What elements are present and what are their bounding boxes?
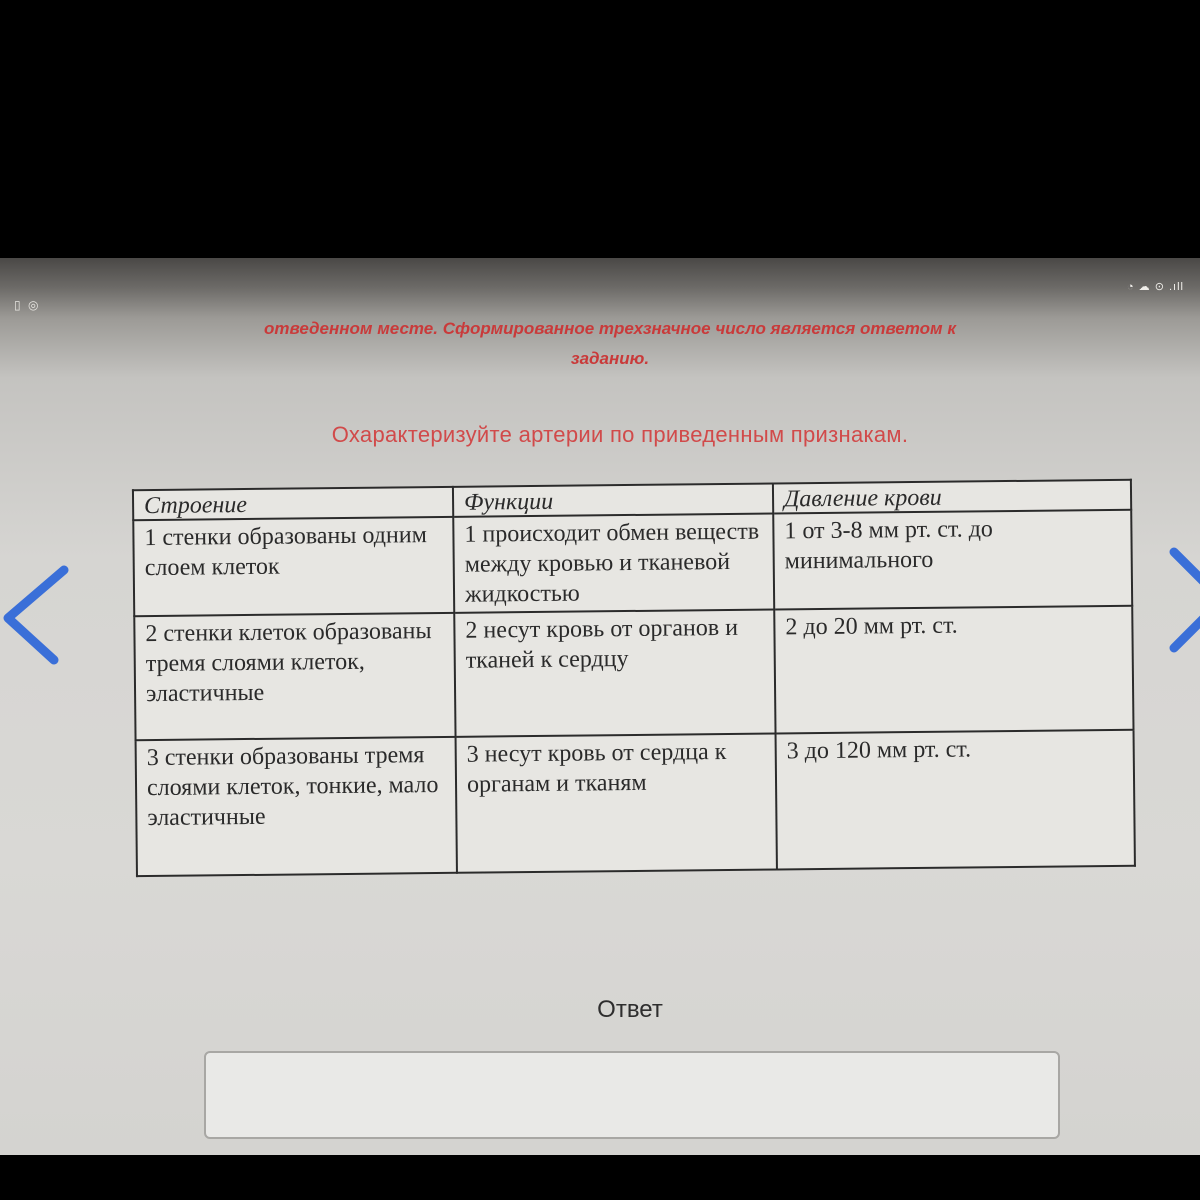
table-cell: 3 стенки образованы тремя слоями клеток, тонкие, мало эластичные	[136, 737, 457, 876]
table-cell: 1 стенки образованы одним слоем клеток	[133, 517, 454, 616]
header-functions: Функции	[453, 483, 773, 516]
screen	[0, 258, 1200, 1155]
header-blood-pressure: Давление крови	[773, 480, 1131, 514]
previous-button[interactable]	[0, 558, 80, 678]
table-wrapper	[118, 479, 1142, 890]
table-row	[134, 606, 1133, 740]
arteries-table	[132, 479, 1136, 877]
header-structure: Строение	[133, 487, 453, 520]
question-text: Охарактеризуйте артерии по приведенным признакам.	[331, 422, 909, 447]
table-row	[133, 510, 1132, 616]
answer-label: Ответ	[597, 996, 663, 1023]
table-cell: 3 до 120 мм рт. ст.	[776, 730, 1135, 870]
instruction-line-1: отведенном месте. Сформированное трехзначное число является ответом к	[264, 319, 956, 338]
status-icons-right: ◔ ☁ ⊙ .ıll	[1126, 281, 1184, 293]
next-button[interactable]	[1162, 540, 1200, 660]
table-cell: 1 происходит обмен веществ между кровью и тканевой жидкостью	[453, 513, 774, 612]
table-cell: 2 стенки клеток образованы тремя слоями клеток, эластичные	[134, 613, 455, 740]
table-row	[136, 730, 1135, 876]
table-cell: 2 несут кровь от органов и тканей к сердцу	[454, 609, 775, 736]
chevron-right-icon	[1162, 540, 1200, 660]
instruction-line-2: заданию.	[570, 349, 650, 368]
table-cell: 3 несут кровь от сердца к органам и тканям	[456, 733, 777, 872]
answer-input[interactable]	[204, 1051, 1060, 1139]
table-cell: 1 от 3-8 мм рт. ст. до минимального	[773, 510, 1132, 610]
status-icons-left: ▯ ◎	[14, 298, 41, 312]
task-instruction	[150, 314, 1070, 374]
table-cell: 2 до 20 мм рт. ст.	[774, 606, 1133, 734]
chevron-left-icon	[0, 558, 80, 678]
